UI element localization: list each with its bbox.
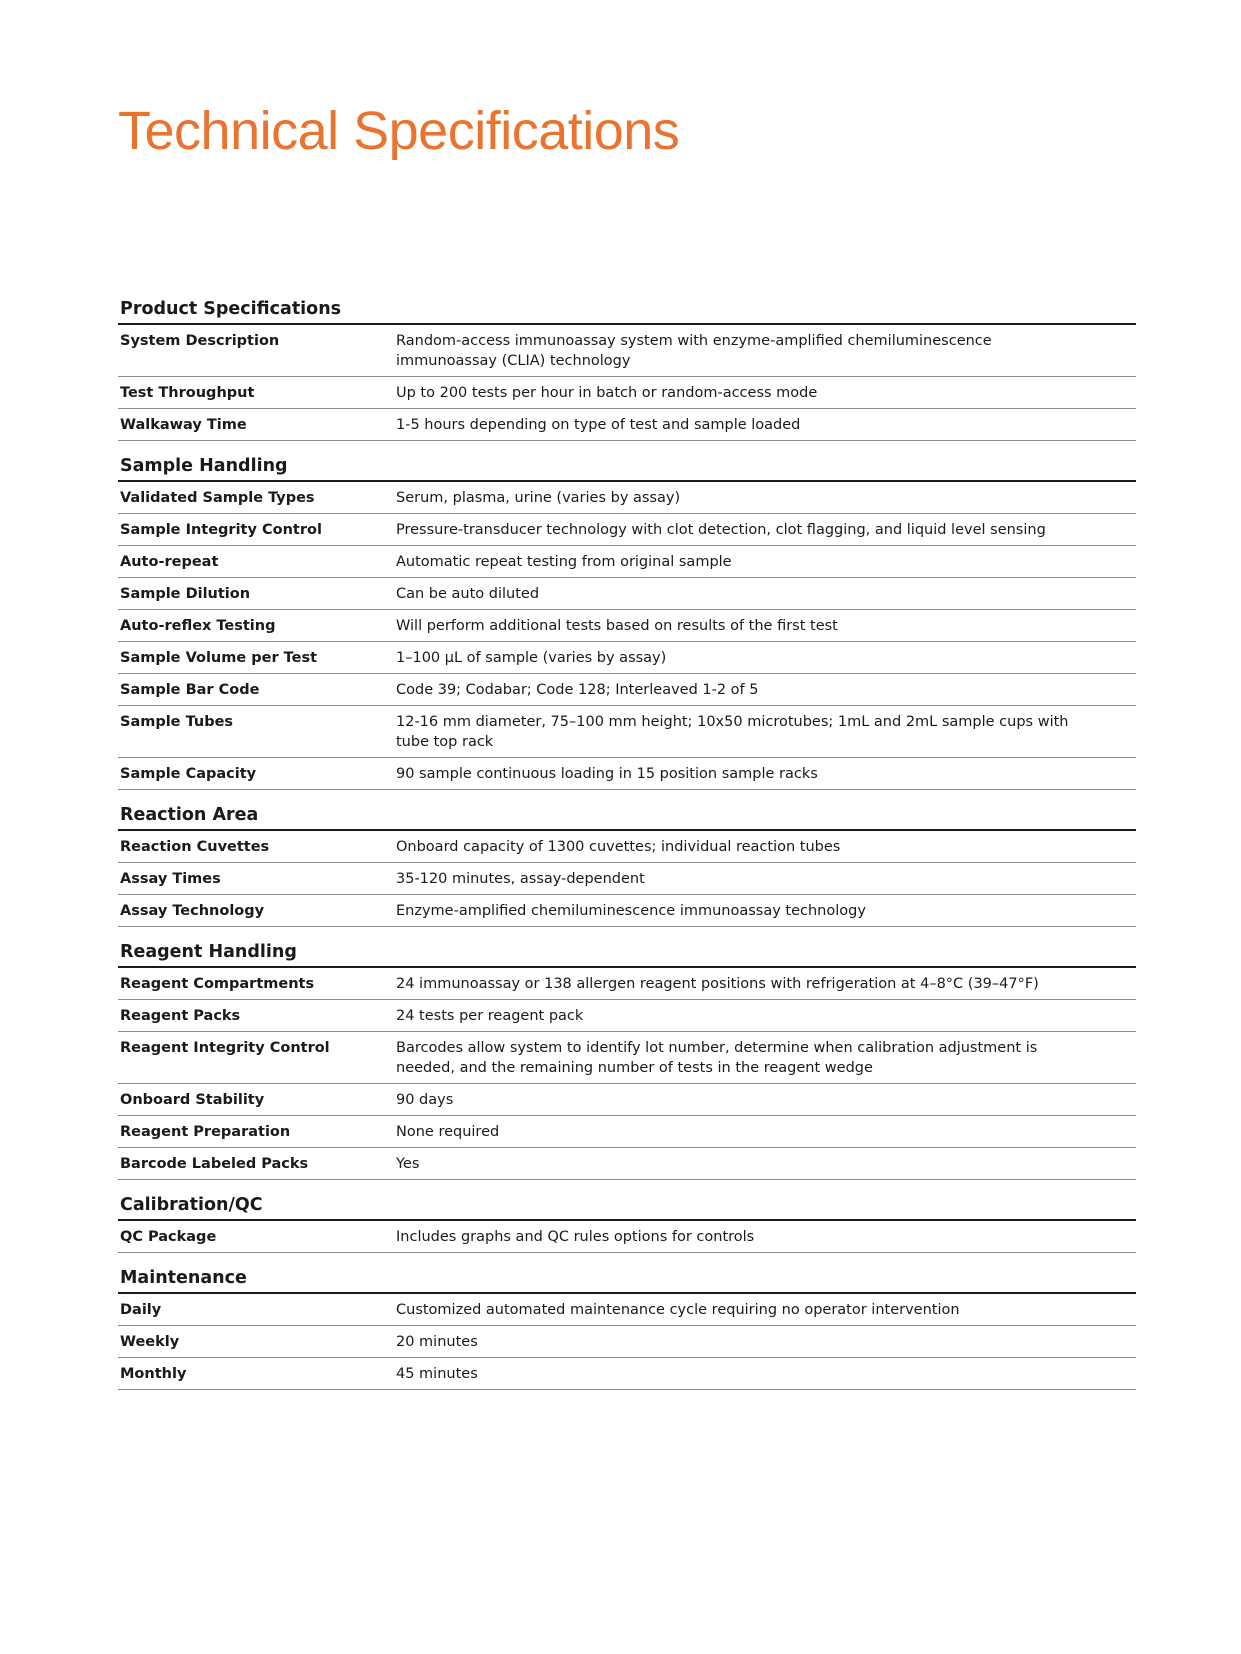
spec-label: Reagent Preparation xyxy=(120,1124,291,1140)
spec-value: 20 minutes xyxy=(396,1334,478,1350)
spec-label: Auto-reflex Testing xyxy=(120,618,276,634)
spec-label: Reagent Integrity Control xyxy=(120,1040,330,1056)
spec-label: Sample Dilution xyxy=(120,586,251,602)
section-heading: Sample Handling xyxy=(118,455,1136,482)
spec-value: Onboard capacity of 1300 cuvettes; individual reaction tubes xyxy=(396,839,841,855)
spec-label: Sample Integrity Control xyxy=(120,522,322,538)
spec-row xyxy=(118,514,1136,546)
spec-value: 1-5 hours depending on type of test and sample loaded xyxy=(396,417,801,433)
spec-value: None required xyxy=(396,1124,500,1140)
spec-value: Will perform additional tests based on results of the first test xyxy=(396,618,838,634)
spec-value: 24 tests per reagent pack xyxy=(396,1008,584,1024)
spec-label: Weekly xyxy=(120,1334,180,1350)
spec-row xyxy=(118,546,1136,578)
spec-value: 35-120 minutes, assay-dependent xyxy=(396,871,645,887)
spec-value: Enzyme-amplified chemiluminescence immunoassay technology xyxy=(396,903,866,919)
spec-row xyxy=(118,968,1136,1000)
spec-value: Code 39; Codabar; Code 128; Interleaved 1-2 of 5 xyxy=(396,682,759,698)
specifications-table xyxy=(118,298,1136,1404)
spec-label: Sample Volume per Test xyxy=(120,650,318,666)
section-product-specifications xyxy=(118,298,1136,441)
page-title: Technical Specifications xyxy=(118,101,680,161)
spec-row xyxy=(118,1116,1136,1148)
spec-label: Assay Technology xyxy=(120,903,265,919)
section-calibration-qc xyxy=(118,1194,1136,1253)
spec-row xyxy=(118,758,1136,790)
spec-label: Test Throughput xyxy=(120,385,255,401)
spec-label: System Description xyxy=(120,333,280,349)
spec-label: Sample Bar Code xyxy=(120,682,260,698)
spec-row xyxy=(118,1221,1136,1253)
spec-row xyxy=(118,674,1136,706)
spec-row xyxy=(118,1084,1136,1116)
section-reagent-handling xyxy=(118,941,1136,1180)
spec-label: Auto-repeat xyxy=(120,554,219,570)
section-sample-handling xyxy=(118,455,1136,790)
spec-row xyxy=(118,706,1136,758)
spec-value: Includes graphs and QC rules options for controls xyxy=(396,1229,755,1245)
spec-value: Barcodes allow system to identify lot number, determine when calibration adjustment is needed, and the remaining number of tests in the reagent wedge xyxy=(396,1040,1038,1076)
spec-row xyxy=(118,1148,1136,1180)
spec-label: Daily xyxy=(120,1302,162,1318)
spec-value: 1–100 µL of sample (varies by assay) xyxy=(396,650,667,666)
spec-row xyxy=(118,1032,1136,1084)
spec-value: 12-16 mm diameter, 75–100 mm height; 10x50 microtubes; 1mL and 2mL sample cups with tube top rack xyxy=(396,714,1069,750)
spec-row xyxy=(118,831,1136,863)
spec-value: Yes xyxy=(396,1156,420,1172)
section-heading: Reagent Handling xyxy=(118,941,1136,968)
spec-value: Random-access immunoassay system with enzyme-amplified chemiluminescence immunoassay (CLIA) technology xyxy=(396,333,992,369)
spec-value: Serum, plasma, urine (varies by assay) xyxy=(396,490,681,506)
spec-value: 24 immunoassay or 138 allergen reagent positions with refrigeration at 4–8°C (39–47°F) xyxy=(396,976,1039,992)
spec-value: 90 sample continuous loading in 15 position sample racks xyxy=(396,766,818,782)
spec-label: Onboard Stability xyxy=(120,1092,265,1108)
spec-row xyxy=(118,1000,1136,1032)
section-heading: Calibration/QC xyxy=(118,1194,1136,1221)
spec-label: Reagent Compartments xyxy=(120,976,315,992)
spec-label: Reagent Packs xyxy=(120,1008,241,1024)
spec-row xyxy=(118,578,1136,610)
spec-label: Assay Times xyxy=(120,871,221,887)
section-maintenance xyxy=(118,1267,1136,1390)
spec-label: QC Package xyxy=(120,1229,217,1245)
spec-row xyxy=(118,610,1136,642)
spec-value: 45 minutes xyxy=(396,1366,478,1382)
spec-value: Can be auto diluted xyxy=(396,586,540,602)
spec-row xyxy=(118,1358,1136,1390)
spec-label: Monthly xyxy=(120,1366,187,1382)
section-reaction-area xyxy=(118,804,1136,927)
spec-row xyxy=(118,863,1136,895)
spec-label: Validated Sample Types xyxy=(120,490,315,506)
section-heading: Product Specifications xyxy=(118,298,1136,325)
spec-value: Automatic repeat testing from original sample xyxy=(396,554,732,570)
spec-label: Sample Tubes xyxy=(120,714,234,730)
spec-label: Reaction Cuvettes xyxy=(120,839,270,855)
spec-row xyxy=(118,325,1136,377)
spec-value: Up to 200 tests per hour in batch or random-access mode xyxy=(396,385,818,401)
spec-label: Walkaway Time xyxy=(120,417,247,433)
spec-row xyxy=(118,1326,1136,1358)
spec-value: 90 days xyxy=(396,1092,454,1108)
spec-row xyxy=(118,377,1136,409)
spec-value: Pressure-transducer technology with clot detection, clot flagging, and liquid level sensing xyxy=(396,522,1046,538)
section-heading: Reaction Area xyxy=(118,804,1136,831)
spec-row xyxy=(118,482,1136,514)
spec-label: Sample Capacity xyxy=(120,766,257,782)
spec-row xyxy=(118,1294,1136,1326)
spec-label: Barcode Labeled Packs xyxy=(120,1156,309,1172)
spec-row xyxy=(118,895,1136,927)
spec-row xyxy=(118,409,1136,441)
spec-value: Customized automated maintenance cycle requiring no operator intervention xyxy=(396,1302,960,1318)
spec-row xyxy=(118,642,1136,674)
section-heading: Maintenance xyxy=(118,1267,1136,1294)
